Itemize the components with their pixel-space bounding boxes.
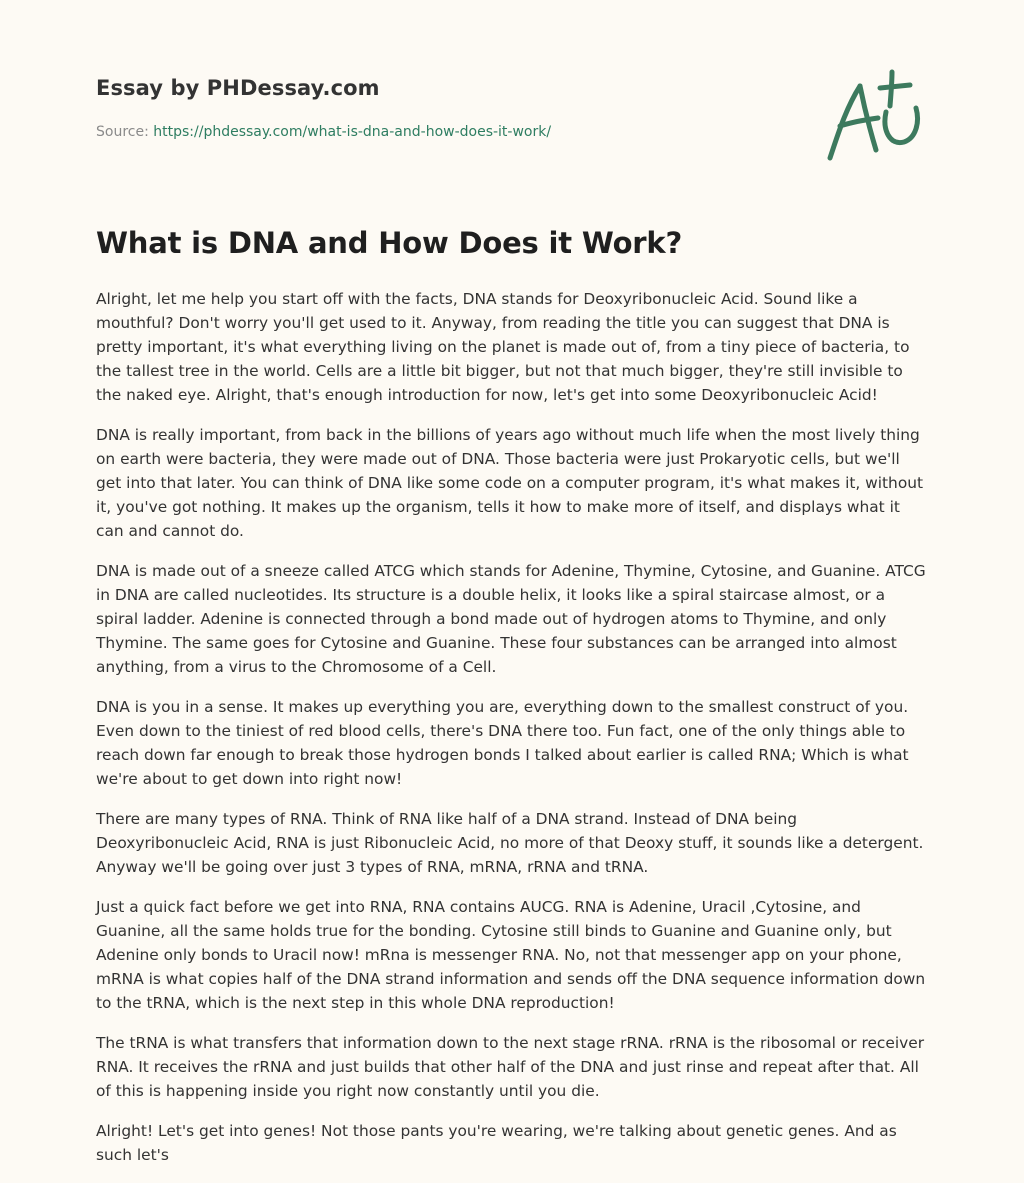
source-line <box>96 124 551 140</box>
source-link[interactable]: https://phdessay.com/what-is-dna-and-how-does-it-work/ <box>153 124 552 140</box>
essay-paragraph: There are many types of RNA. Think of RNA like half of a DNA strand. Instead of DNA being Deoxyribonucleic Acid, RNA is just Ribonucleic Acid, no more of that Deoxy stuff, it sounds like a detergent. Anyway we'll be going over just 3 types of RNA, mRNA, rRNA and tRNA. <box>96 810 924 876</box>
a-plus-grade-icon <box>824 68 924 164</box>
essay-body <box>96 287 928 1183</box>
source-label: Source: <box>96 124 154 140</box>
essay-paragraph: Alright, let me help you start off with the facts, DNA stands for Deoxyribonucleic Acid. Sound like a mouthful? Don't worry you'll get used to it. Anyway, from reading the title you can suggest that DNA is pretty important, it's what everything living on the planet is made out of, from a tiny piece of bacteria, to the tallest tree in the world. Cells are a little bit bigger, but not that much bigger, they're still invisible to the naked eye. Alright, that's enough introduction for now, let's get into some Deoxyribonucleic Acid! <box>96 290 910 404</box>
essay-paragraph: The tRNA is what transfers that information down to the next stage rRNA. rRNA is the ribosomal or receiver RNA. It receives the rRNA and just builds that other half of the DNA and just rinse and repeat after that. All of this is happening inside you right now constantly until you die. <box>96 1034 925 1100</box>
essay-paragraph: DNA is made out of a sneeze called ATCG which stands for Adenine, Thymine, Cytosine, and Guanine. ATCG in DNA are called nucleotides. Its structure is a double helix, it looks like a spiral staircase almost, or a spiral ladder. Adenine is connected through a bond made out of hydrogen atoms to Thymine, and only Thymine. The same goes for Cytosine and Guanine. These four substances can be arranged into almost anything, from a virus to the Chromosome of a Cell. <box>96 562 926 676</box>
page-header <box>96 0 928 200</box>
essay-paragraph: DNA is you in a sense. It makes up everything you are, everything down to the smallest construct of you. Even down to the tiniest of red blood cells, there's DNA there too. Fun fact, one of the only things able to reach down far enough to break those hydrogen bonds I talked about earlier is called RNA; Which is what we're about to get down into right now! <box>96 698 909 788</box>
essay-paragraph: Just a quick fact before we get into RNA, RNA contains AUCG. RNA is Adenine, Uracil ,Cytosine, and Guanine, all the same holds true for the bonding. Cytosine still binds to Guanine and Guanine only, but Adenine only bonds to Uracil now! mRna is messenger RNA. No, not that messenger app on your phone, mRNA is what copies half of the DNA strand information and sends off the DNA sequence information down to the tRNA, which is the next step in this whole DNA reproduction! <box>96 898 926 1012</box>
essay-page <box>96 0 928 1164</box>
essay-paragraph: DNA is really important, from back in the billions of years ago without much life when the most lively thing on earth were bacteria, they were made out of DNA. Those bacteria were just Prokaryotic cells, but we'll get into that later. You can think of DNA like some code on a computer program, it's what makes it, without it, you've got nothing. It makes up the organism, tells it how to make more of itself, and displays what it can and cannot do. <box>96 426 924 540</box>
essay-title: What is DNA and How Does it Work? <box>96 226 683 260</box>
essay-paragraph: Alright! Let's get into genes! Not those pants you're wearing, we're talking about genetic genes. And as such let's <box>96 1122 897 1164</box>
brand-title: Essay by PHDessay.com <box>96 76 380 100</box>
